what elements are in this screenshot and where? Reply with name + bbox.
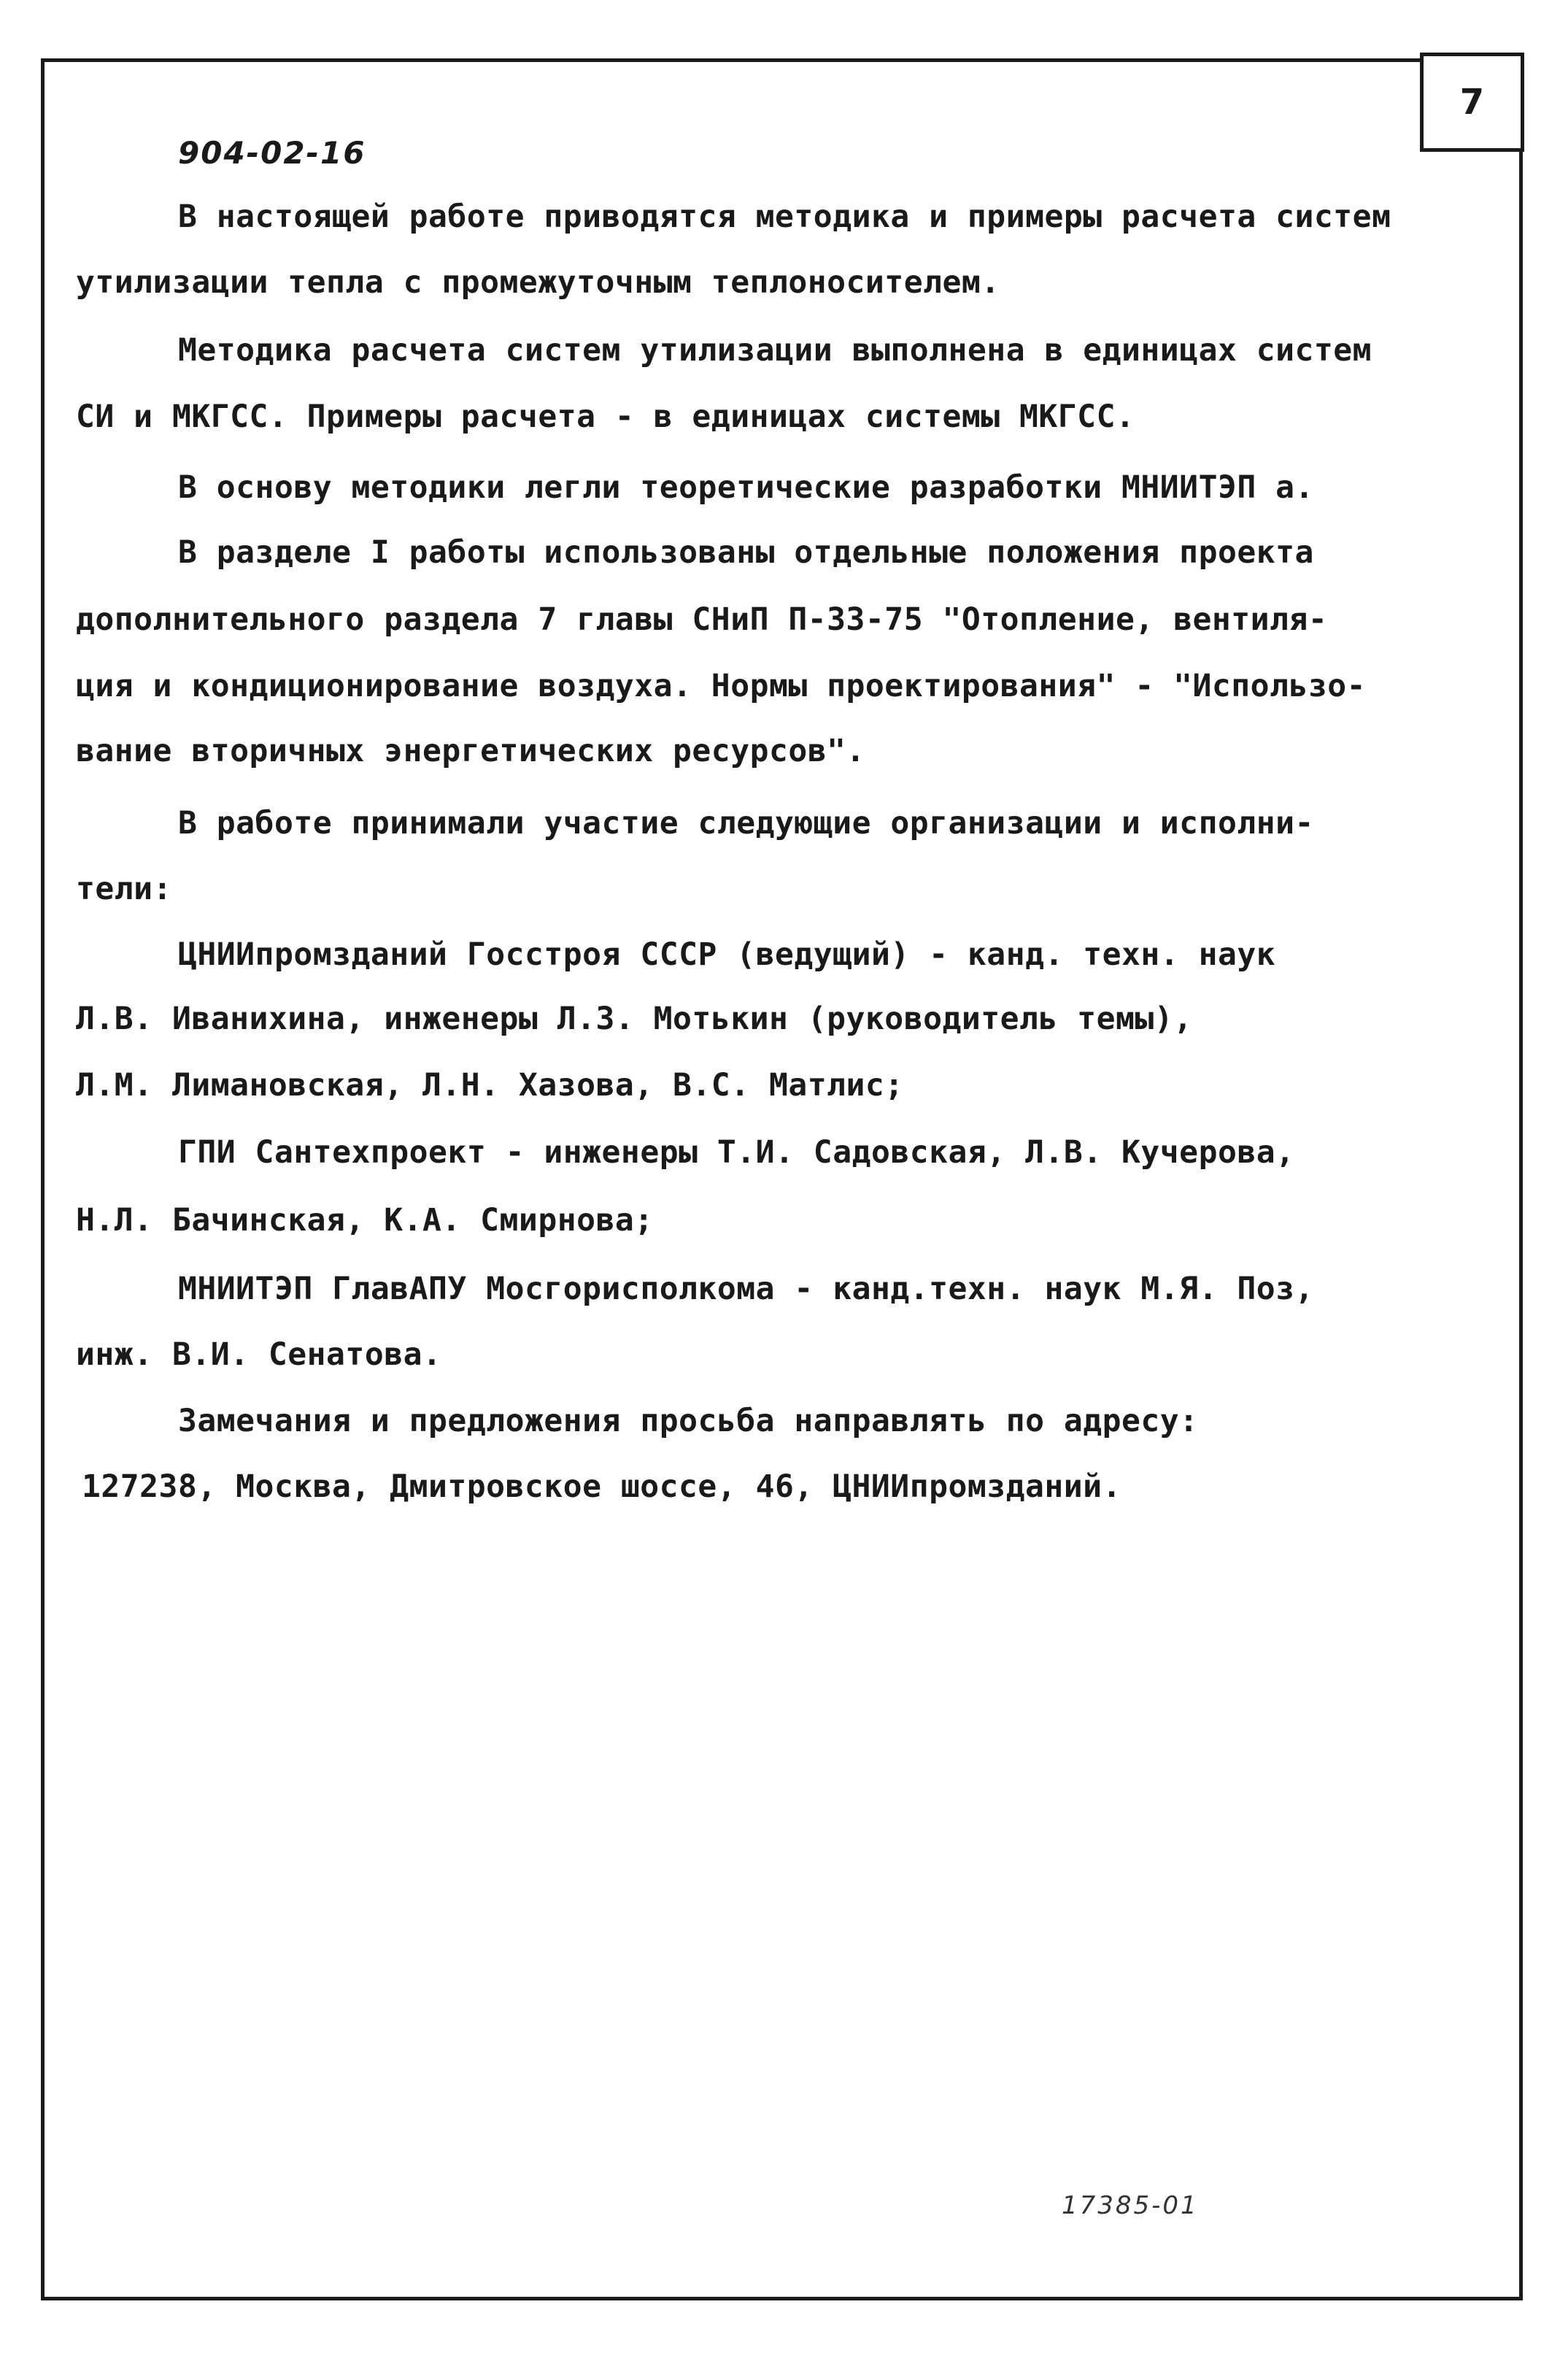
body-line: СИ и МКГСС. Примеры расчета - в единицах системы МКГСС. xyxy=(76,398,1135,435)
body-line: ГПИ Сантехпроект - инженеры Т.И. Садовская, Л.В. Кучерова, xyxy=(178,1134,1295,1171)
body-line: Л.М. Лимановская, Л.Н. Хазова, В.С. Матлис; xyxy=(76,1067,904,1104)
page-number: 7 xyxy=(1420,53,1524,152)
body-line: Н.Л. Бачинская, К.А. Смирнова; xyxy=(76,1202,654,1239)
body-line: вание вторичных энергетических ресурсов". xyxy=(76,733,865,769)
body-line: ЦНИИпромзданий Госстроя СССР (ведущий) - канд. техн. наук xyxy=(178,936,1276,973)
document-code: 904-02-16 xyxy=(178,135,366,171)
body-line: ция и кондиционирование воздуха. Нормы проектирования" - "Использо- xyxy=(76,668,1367,704)
body-line: Замечания и предложения просьба направлять по адресу: xyxy=(178,1403,1199,1439)
body-line: утилизации тепла с промежуточным теплоносителем. xyxy=(76,264,1000,301)
body-line: В основу методики легли теоретические разработки МНИИТЭП а. xyxy=(178,469,1314,506)
body-line: В настоящей работе приводятся методика и примеры расчета систем xyxy=(178,199,1391,235)
body-line: Л.В. Иванихина, инженеры Л.З. Мотькин (руководитель темы), xyxy=(76,1001,1193,1037)
body-line: дополнительного раздела 7 главы СНиП П-33-75 "Отопление, вентиля- xyxy=(76,601,1328,638)
body-line: В работе принимали участие следующие организации и исполни- xyxy=(178,805,1314,842)
inventory-number: 17385-01 xyxy=(1062,2191,1199,2220)
body-line: 127238, Москва, Дмитровское шоссе, 46, ЦНИИпромзданий. xyxy=(82,1468,1121,1505)
body-line: МНИИТЭП ГлавАПУ Мосгорисполкома - канд.техн. наук М.Я. Поз, xyxy=(178,1271,1314,1307)
body-line: В разделе I работы использованы отдельные положения проекта xyxy=(178,534,1314,571)
body-line: Методика расчета систем утилизации выполнена в единицах систем xyxy=(178,332,1372,369)
page-frame xyxy=(41,58,1523,2300)
body-line: инж. В.И. Сенатова. xyxy=(76,1336,442,1373)
body-line: тели: xyxy=(76,871,172,907)
